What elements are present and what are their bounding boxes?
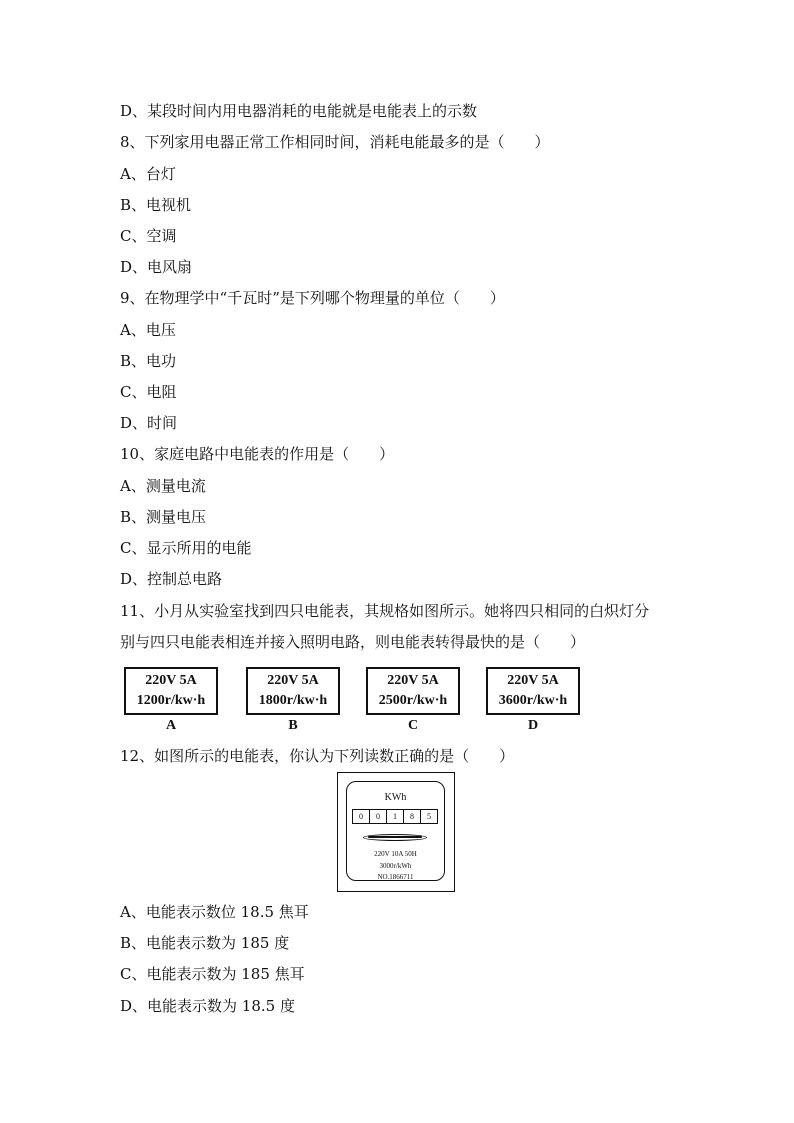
option-d-q8: D、电风扇 [120, 258, 193, 276]
kwh-digit: 5 [427, 812, 431, 821]
question-11-line-1: 11、小月从实验室找到四只电能表，其规格如图所示。她将四只相同的白炽灯分 [120, 602, 650, 620]
kwh-ratings: 220V 10A 50H [374, 850, 417, 858]
option-a-q10: A、测量电流 [120, 477, 206, 495]
meter-d-rate: 3600r/kw·h [498, 693, 568, 708]
kwh-serial: NO.1866711 [377, 873, 414, 881]
question-10: 10、家庭电路中电能表的作用是（ ） [120, 445, 395, 463]
option-b-q10: B、测量电压 [120, 508, 207, 526]
kwh-digit: 0 [353, 810, 370, 823]
kwh-digit-window [352, 809, 438, 824]
meter-b-rate: 1800r/kw·h [258, 693, 328, 708]
option-c-q12: C、电能表示数为 185 焦耳 [120, 965, 305, 983]
meter-a [124, 667, 218, 735]
question-11-line-2: 别与四只电能表相连并接入照明电路，则电能表转得最快的是（ ） [120, 633, 586, 651]
option-b-q9: B、电功 [120, 352, 177, 370]
kwh-meter-figure [337, 772, 455, 892]
option-b-q12: B、电能表示数为 185 度 [120, 934, 290, 952]
meter-spec-figure [124, 667, 594, 737]
meter-a-label: A [165, 718, 177, 733]
meter-a-spec: 220V 5A [145, 673, 197, 688]
kwh-digit: 1 [387, 810, 404, 823]
kwh-constant: 3000r/kWh [379, 862, 412, 870]
meter-d-spec: 220V 5A [507, 673, 559, 688]
option-a-q12: A、电能表示数位 18.5 焦耳 [120, 903, 309, 921]
meter-a-box [124, 667, 218, 715]
meter-b-box [246, 667, 340, 715]
meter-c-box [366, 667, 460, 715]
meter-d-box [486, 667, 580, 715]
meter-d [486, 667, 580, 735]
meter-b [246, 667, 340, 735]
meter-a-rate: 1200r/kw·h [136, 693, 206, 708]
option-a-q8: A、台灯 [120, 165, 176, 183]
option-c-q10: C、显示所用的电能 [120, 539, 252, 557]
meter-b-spec: 220V 5A [267, 673, 319, 688]
question-8: 8、下列家用电器正常工作相同时间，消耗电能最多的是（ ） [120, 133, 550, 151]
option-d-q9: D、时间 [120, 414, 178, 432]
option-a-q9: A、电压 [120, 321, 176, 339]
kwh-digit: 0 [370, 810, 387, 823]
kwh-digit: 8 [404, 810, 421, 823]
meter-b-label: B [288, 718, 298, 733]
question-9: 9、在物理学中“千瓦时”是下列哪个物理量的单位（ ） [120, 289, 505, 307]
meter-c-spec: 220V 5A [387, 673, 439, 688]
meter-c [366, 667, 460, 735]
question-12: 12、如图所示的电能表，你认为下列读数正确的是（ ） [120, 747, 515, 765]
meter-c-rate: 2500r/kw·h [378, 693, 448, 708]
option-c-q8: C、空调 [120, 227, 177, 245]
option-b-q8: B、电视机 [120, 196, 192, 214]
option-d-q12: D、电能表示数为 18.5 度 [120, 997, 295, 1015]
option-d-q10: D、控制总电路 [120, 570, 223, 588]
option-c-q9: C、电阻 [120, 383, 177, 401]
kwh-meter-face [346, 781, 445, 881]
option-d-q7: D、某段时间内用电器消耗的电能就是电能表上的示数 [120, 102, 478, 120]
kwh-unit-label: KWh [384, 792, 407, 803]
meter-d-label: D [527, 718, 539, 733]
rotating-disc-icon [363, 834, 427, 841]
meter-c-label: C [407, 718, 419, 733]
